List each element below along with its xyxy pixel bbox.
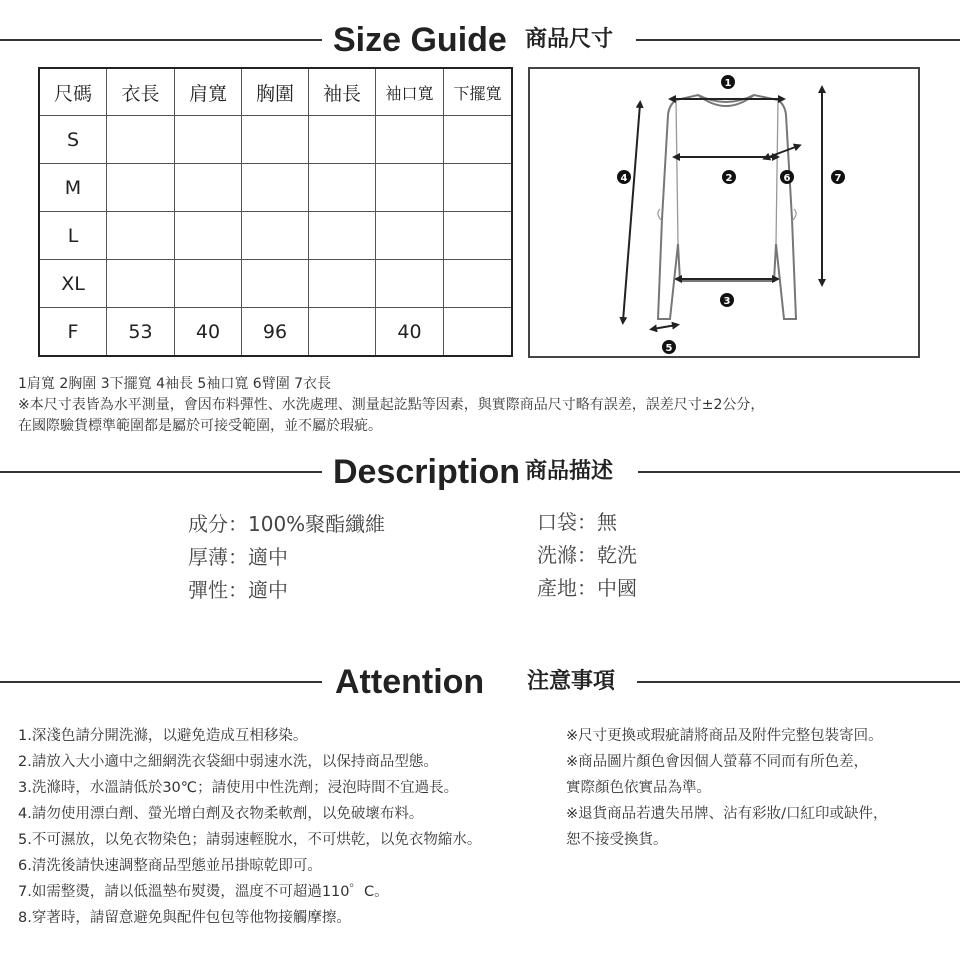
table-cell — [107, 260, 175, 308]
table-cell — [376, 164, 444, 212]
policy-item: 恕不接受換貨。 — [566, 832, 668, 848]
table-cell: M — [39, 164, 107, 212]
marker-7 — [831, 170, 845, 184]
table-cell — [242, 212, 309, 260]
size-table — [38, 67, 513, 357]
svg-text:1: 1 — [724, 78, 732, 89]
note-line: ※本尺寸表皆為水平測量，會因布料彈性、水洗處理、測量起訖點等因素，與實際商品尺寸略有誤差，誤差尺寸±2公分， — [18, 397, 765, 413]
care-item: 7.如需整燙，請以低溫墊布熨燙，溫度不可超過110゜C。 — [18, 884, 389, 900]
description-pocket: 口袋：無 — [537, 510, 617, 534]
care-item: 6.清洗後請快速調整商品型態並吊掛晾乾即可。 — [18, 858, 322, 874]
description-material: 成分：100%聚酯纖維 — [188, 512, 386, 536]
header-chest: 胸圍 — [242, 68, 309, 116]
marker-3 — [720, 293, 734, 307]
policy-item: ※商品圖片顏色會因個人螢幕不同而有所色差， — [566, 754, 869, 770]
table-cell — [175, 212, 242, 260]
care-item: 8.穿著時，請留意避免與配件包包等他物接觸摩擦。 — [18, 910, 351, 926]
care-item: 2.請放入大小適中之細網洗衣袋細中弱速水洗，以保持商品型態。 — [18, 754, 438, 770]
description-thickness: 厚薄：適中 — [188, 545, 288, 569]
marker-6 — [780, 170, 794, 184]
header-hem: 下擺寬 — [444, 68, 513, 116]
note-line: 在國際驗貨標準範圍都是屬於可接受範圍，並不屬於瑕疵。 — [18, 418, 382, 434]
table-cell — [242, 260, 309, 308]
description-left — [188, 508, 385, 607]
attention-title: Attention — [335, 663, 485, 701]
attention-title-zh: 注意事項 — [527, 669, 616, 694]
table-cell — [107, 116, 175, 164]
table-header-row — [39, 68, 512, 116]
divider-line — [638, 471, 960, 473]
table-cell — [444, 212, 513, 260]
table-cell — [309, 164, 376, 212]
policy-item: ※退貨商品若遺失吊牌、沾有彩妝/口紅印或缺件， — [566, 806, 888, 822]
header-sleeve: 袖長 — [309, 68, 376, 116]
measure-line-arm — [766, 146, 798, 158]
header-cuff: 袖口寬 — [376, 68, 444, 116]
table-cell: 53 — [107, 308, 175, 357]
svg-text:3: 3 — [723, 296, 731, 307]
description-title: Description — [333, 453, 521, 491]
policy-item: 實際顏色依實品為準。 — [566, 780, 711, 796]
table-cell — [175, 260, 242, 308]
table-cell: S — [39, 116, 107, 164]
return-policy — [566, 723, 888, 853]
table-row — [39, 308, 512, 357]
table-cell — [444, 260, 513, 308]
measurement-legend: 1肩寬 2胸圍 3下擺寬 4袖長 5袖口寬 6臂圍 7衣長 — [18, 376, 332, 392]
attention-header — [0, 662, 960, 702]
table-cell — [242, 164, 309, 212]
table-cell — [309, 260, 376, 308]
svg-text:2: 2 — [725, 173, 733, 184]
care-item: 1.深淺色請分開洗滌，以避免造成互相移染。 — [18, 728, 308, 744]
table-cell — [444, 164, 513, 212]
svg-text:5: 5 — [665, 343, 673, 354]
header-size: 尺碼 — [39, 68, 107, 116]
svg-text:6: 6 — [783, 173, 791, 184]
description-right — [537, 506, 637, 605]
table-cell — [175, 164, 242, 212]
marker-5 — [662, 340, 676, 354]
table-cell: 96 — [242, 308, 309, 357]
care-item: 5.不可濕放，以免衣物染色；請弱速輕脫水，不可烘乾，以免衣物縮水。 — [18, 832, 482, 848]
svg-text:4: 4 — [620, 173, 628, 184]
size-guide-title: Size Guide — [333, 21, 507, 59]
table-cell: L — [39, 212, 107, 260]
marker-2 — [722, 170, 736, 184]
table-row — [39, 212, 512, 260]
table-cell — [444, 308, 513, 357]
table-cell — [107, 212, 175, 260]
neckline — [698, 95, 754, 106]
table-cell — [376, 116, 444, 164]
svg-text:7: 7 — [834, 173, 842, 184]
measure-line-sleeve — [620, 104, 640, 321]
table-cell — [376, 212, 444, 260]
size-guide-title-zh: 商品尺寸 — [525, 27, 614, 52]
measure-line-cuff — [653, 325, 676, 329]
divider-line — [0, 681, 322, 683]
care-item: 4.請勿使用漂白劑、螢光增白劑及衣物柔軟劑，以免破壞布料。 — [18, 806, 424, 822]
table-row — [39, 116, 512, 164]
description-origin: 產地：中國 — [537, 576, 637, 600]
garment-diagram — [528, 67, 920, 358]
table-cell — [107, 164, 175, 212]
care-instructions — [18, 723, 481, 931]
table-row — [39, 164, 512, 212]
table-cell — [444, 116, 513, 164]
divider-line — [636, 39, 960, 41]
table-row — [39, 260, 512, 308]
description-header — [0, 452, 960, 492]
table-cell — [376, 260, 444, 308]
garment-svg — [530, 69, 918, 356]
table-cell — [309, 116, 376, 164]
divider-line — [0, 39, 322, 41]
side-fold — [658, 209, 796, 221]
marker-1 — [721, 75, 735, 89]
table-cell: 40 — [175, 308, 242, 357]
description-elasticity: 彈性：適中 — [188, 578, 288, 602]
divider-line — [637, 681, 960, 683]
care-item: 3.洗滌時，水溫請低於30℃；請使用中性洗劑；浸泡時間不宜過長。 — [18, 780, 459, 796]
divider-line — [0, 471, 322, 473]
table-cell: XL — [39, 260, 107, 308]
marker-4 — [617, 170, 631, 184]
description-washing: 洗滌：乾洗 — [537, 543, 637, 567]
policy-item: ※尺寸更換或瑕疵請將商品及附件完整包裝寄回。 — [566, 728, 883, 744]
header-shoulder: 肩寬 — [175, 68, 242, 116]
table-cell — [309, 212, 376, 260]
table-cell: F — [39, 308, 107, 357]
shirt-outline — [658, 95, 796, 319]
table-cell: 40 — [376, 308, 444, 357]
header-length: 衣長 — [107, 68, 175, 116]
table-cell — [242, 116, 309, 164]
size-guide-header — [0, 20, 960, 60]
size-notes — [18, 374, 764, 437]
table-cell — [175, 116, 242, 164]
table-cell — [309, 308, 376, 357]
description-title-zh: 商品描述 — [525, 459, 614, 484]
